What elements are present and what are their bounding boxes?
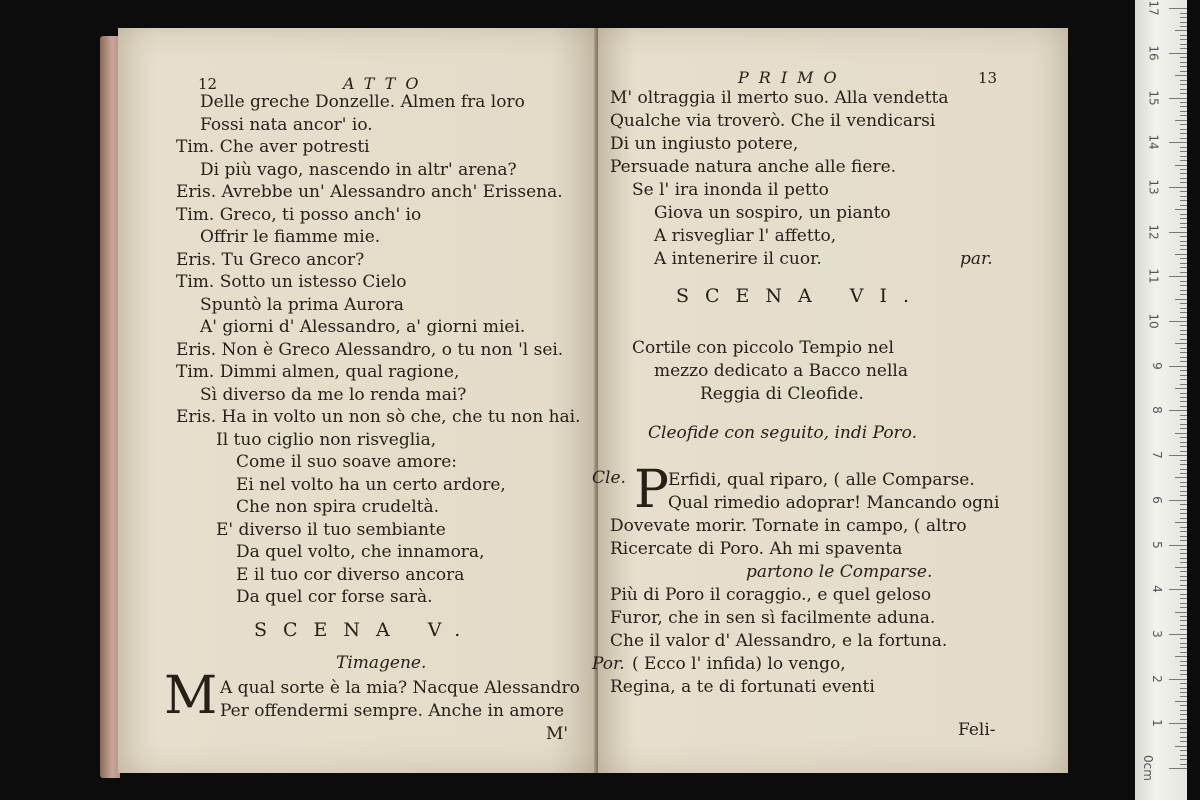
text-line: Eris. Tu Greco ancor?: [176, 250, 365, 270]
ruler-tick: [1169, 500, 1187, 501]
ruler-tick: [1180, 357, 1187, 358]
ruler-tick: [1169, 723, 1187, 724]
ruler-tick: [1175, 433, 1187, 434]
text-line: Qual rimedio adoprar! Mancando ogni: [668, 493, 1000, 513]
ruler-tick: [1180, 48, 1187, 49]
ruler-tick: [1175, 388, 1187, 389]
ruler-tick: [1180, 17, 1187, 18]
ruler-tick: [1175, 75, 1187, 76]
ruler-tick: [1169, 768, 1187, 769]
ruler-tick: [1180, 580, 1187, 581]
scene-heading: SCENA VI.: [676, 285, 926, 307]
ruler-tick: [1180, 607, 1187, 608]
ruler-tick: [1180, 460, 1187, 461]
ruler-label: 7: [1150, 451, 1165, 459]
ruler-tick: [1175, 30, 1187, 31]
ruler-tick: [1180, 540, 1187, 541]
ruler-tick: [1169, 142, 1187, 143]
ruler-tick: [1180, 683, 1187, 684]
ruler-tick: [1180, 348, 1187, 349]
ruler-tick: [1180, 473, 1187, 474]
ruler-tick: [1180, 267, 1187, 268]
ruler-tick: [1180, 205, 1187, 206]
ruler-tick: [1180, 13, 1187, 14]
ruler-tick: [1180, 732, 1187, 733]
ruler-tick: [1180, 160, 1187, 161]
ruler-tick: [1180, 102, 1187, 103]
ruler-tick: [1180, 290, 1187, 291]
text-line: Più di Poro il coraggio., e quel geloso: [610, 585, 932, 605]
catchword: Feli-: [958, 720, 996, 740]
ruler-tick: [1180, 272, 1187, 273]
ruler-tick: [1180, 173, 1187, 174]
ruler-tick: [1180, 214, 1187, 215]
ruler-tick: [1169, 545, 1187, 546]
text-line: Tim. Dimmi almen, qual ragione,: [176, 362, 460, 382]
aria-mark: par.: [960, 249, 993, 269]
text-line: Come il suo soave amore:: [236, 452, 457, 472]
ruler-tick: [1180, 191, 1187, 192]
ruler-tick: [1175, 656, 1187, 657]
left-page: [118, 28, 598, 773]
ruler-tick: [1180, 696, 1187, 697]
ruler-tick: [1180, 661, 1187, 662]
ruler-tick: [1180, 178, 1187, 179]
ruler-label: 6: [1150, 495, 1165, 504]
stage-direction: partono le Comparse.: [746, 562, 933, 582]
ruler-tick: [1180, 504, 1187, 505]
ruler-tick: [1180, 317, 1187, 318]
ruler-tick: [1180, 106, 1187, 107]
ruler-tick: [1169, 366, 1187, 367]
text-line: E' diverso il tuo sembiante: [216, 520, 446, 540]
ruler-tick: [1169, 321, 1187, 322]
ruler-tick: [1180, 147, 1187, 148]
text-line: Giova un sospiro, un pianto: [654, 203, 891, 223]
running-head-right: PRIMO: [738, 68, 847, 87]
ruler-tick: [1169, 455, 1187, 456]
text-line: A qual sorte è la mia? Nacque Alessandro: [220, 678, 580, 698]
text-line: Se l' ira inonda il petto: [632, 180, 829, 200]
ruler-tick: [1180, 665, 1187, 666]
ruler-tick: [1180, 285, 1187, 286]
text-line: Di più vago, nascendo in altr' arena?: [200, 160, 517, 180]
ruler-tick: [1180, 513, 1187, 514]
ruler-tick: [1180, 562, 1187, 563]
ruler-tick: [1175, 746, 1187, 747]
ruler-tick: [1180, 482, 1187, 483]
ruler-tick: [1180, 129, 1187, 130]
ruler-label: 3: [1150, 630, 1165, 638]
ruler-tick: [1180, 44, 1187, 45]
ruler-tick: [1180, 169, 1187, 170]
ruler-tick: [1180, 527, 1187, 528]
ruler-tick: [1180, 464, 1187, 465]
ruler-tick: [1180, 334, 1187, 335]
ruler-tick: [1180, 57, 1187, 58]
ruler-label: 0cm: [1141, 755, 1156, 781]
ruler-tick: [1180, 263, 1187, 264]
ruler-tick: [1180, 93, 1187, 94]
ruler-label: 2: [1150, 674, 1165, 683]
page-number-right: 13: [978, 69, 998, 87]
text-line: Furor, che in sen sì facilmente aduna.: [610, 608, 936, 628]
ruler-tick: [1175, 701, 1187, 702]
text-line: Ricercate di Poro. Ah mi spaventa: [610, 539, 903, 559]
ruler-tick: [1180, 227, 1187, 228]
text-line: Eris. Avrebbe un' Alessandro anch' Erissena.: [176, 182, 563, 202]
ruler-tick: [1180, 643, 1187, 644]
ruler-tick: [1180, 133, 1187, 134]
ruler-tick: [1180, 647, 1187, 648]
ruler-tick: [1180, 393, 1187, 394]
ruler-label: 17: [1146, 0, 1161, 16]
ruler-tick: [1180, 451, 1187, 452]
ruler-label: 12: [1146, 223, 1161, 240]
ruler-tick: [1180, 495, 1187, 496]
ruler-tick: [1169, 187, 1187, 188]
ruler-tick: [1180, 616, 1187, 617]
ruler-tick: [1169, 679, 1187, 680]
ruler-tick: [1175, 612, 1187, 613]
ruler-label: 5: [1150, 540, 1165, 549]
ruler-label: 11: [1146, 268, 1161, 284]
ruler-tick: [1180, 384, 1187, 385]
ruler-tick: [1180, 71, 1187, 72]
text-line: Ei nel volto ha un certo ardore,: [236, 475, 506, 495]
ruler-label: 15: [1146, 89, 1161, 106]
ruler-tick: [1180, 249, 1187, 250]
text-line: A intenerire il cuor.: [654, 249, 822, 269]
ruler-tick: [1180, 719, 1187, 720]
ruler-tick: [1169, 276, 1187, 277]
ruler-tick: [1180, 576, 1187, 577]
text-line: Offrir le fiamme mie.: [200, 227, 381, 247]
ruler-tick: [1180, 705, 1187, 706]
ruler-tick: [1180, 536, 1187, 537]
ruler-tick: [1180, 151, 1187, 152]
ruler-tick: [1180, 670, 1187, 671]
ruler-tick: [1180, 258, 1187, 259]
ruler-tick: [1180, 200, 1187, 201]
text-line: Dovevate morir. Tornate in campo, ( altro: [610, 516, 967, 536]
ruler-tick: [1175, 567, 1187, 568]
ruler-tick: [1180, 89, 1187, 90]
ruler-tick: [1175, 254, 1187, 255]
ruler-tick: [1180, 759, 1187, 760]
text-line: E il tuo cor diverso ancora: [236, 565, 465, 585]
ruler-tick: [1180, 549, 1187, 550]
setting-line: Cortile con piccolo Tempio nel: [632, 338, 894, 358]
text-line: Regina, a te di fortunati eventi: [610, 677, 875, 697]
ruler-tick: [1180, 446, 1187, 447]
ruler-tick: [1180, 375, 1187, 376]
open-book: [100, 28, 1075, 780]
ruler-tick: [1180, 553, 1187, 554]
ruler-tick: [1180, 598, 1187, 599]
text-line: Delle greche Donzelle. Almen fra loro: [200, 92, 525, 112]
characters-line: Cleofide con seguito, indi Poro.: [648, 423, 918, 443]
ruler-label: 8: [1150, 406, 1165, 415]
ruler-tick: [1180, 737, 1187, 738]
ruler-tick: [1180, 652, 1187, 653]
ruler-tick: [1180, 620, 1187, 621]
ruler-tick: [1169, 232, 1187, 233]
text-line: Fossi nata ancor' io.: [200, 115, 373, 135]
ruler-tick: [1180, 370, 1187, 371]
ruler-tick: [1180, 156, 1187, 157]
ruler-tick: [1169, 410, 1187, 411]
ruler-tick: [1180, 339, 1187, 340]
text-line: Di un ingiusto potere,: [610, 134, 799, 154]
ruler-label: 16: [1146, 45, 1161, 61]
ruler-tick: [1180, 406, 1187, 407]
ruler-tick: [1180, 330, 1187, 331]
ruler-tick: [1180, 352, 1187, 353]
ruler-tick: [1180, 115, 1187, 116]
ruler-tick: [1180, 625, 1187, 626]
ruler-tick: [1180, 111, 1187, 112]
ruler-label: 1: [1150, 719, 1165, 728]
ruler-tick: [1180, 531, 1187, 532]
ruler-tick: [1175, 209, 1187, 210]
text-line: Tim. Sotto un istesso Cielo: [176, 272, 407, 292]
text-line: Che non spira crudeltà.: [236, 497, 440, 517]
ruler-tick: [1180, 294, 1187, 295]
ruler-tick: [1180, 35, 1187, 36]
text-line: A risvegliar l' affetto,: [654, 226, 837, 246]
ruler-tick: [1180, 518, 1187, 519]
ruler-tick: [1180, 303, 1187, 304]
ruler-tick: [1180, 308, 1187, 309]
text-line: Eris. Non è Greco Alessandro, o tu non 'l sei.: [176, 340, 564, 360]
text-line: Persuade natura anche alle fiere.: [610, 157, 897, 177]
ruler-tick: [1180, 236, 1187, 237]
ruler-tick: [1180, 361, 1187, 362]
text-line: Il tuo ciglio non risveglia,: [216, 430, 437, 450]
ruler-tick: [1180, 442, 1187, 443]
text-line: M' oltraggia il merto suo. Alla vendetta: [610, 88, 949, 108]
ruler-label: 10: [1146, 313, 1161, 329]
ruler-tick: [1180, 223, 1187, 224]
ruler-tick: [1169, 98, 1187, 99]
ruler-tick: [1180, 62, 1187, 63]
speaker-label: Cle.: [592, 468, 626, 488]
ruler-tick: [1180, 714, 1187, 715]
right-page: [592, 28, 1068, 773]
ruler-tick: [1169, 589, 1187, 590]
catchword: M': [546, 724, 569, 744]
setting-line: mezzo dedicato a Bacco nella: [654, 361, 908, 381]
text-line: Qualche via troverò. Che il vendicarsi: [610, 111, 936, 131]
ruler-tick: [1180, 84, 1187, 85]
text-line: Erfidi, qual riparo, ( alle Comparse.: [668, 470, 975, 490]
ruler-tick: [1180, 594, 1187, 595]
character-name: Timagene.: [336, 653, 427, 673]
ruler-tick: [1180, 39, 1187, 40]
ruler-tick: [1180, 428, 1187, 429]
text-line: Spuntò la prima Aurora: [200, 295, 404, 315]
ruler-tick: [1180, 424, 1187, 425]
speaker-label: Por.: [592, 654, 625, 674]
ruler-label: 9: [1150, 361, 1165, 370]
ruler-tick: [1169, 634, 1187, 635]
ruler-label: 13: [1146, 179, 1161, 195]
ruler-label: 14: [1146, 134, 1161, 150]
running-head-left: ATTO: [343, 74, 429, 93]
ruler-tick: [1180, 66, 1187, 67]
ruler-tick: [1180, 218, 1187, 219]
ruler-tick: [1180, 138, 1187, 139]
ruler-tick: [1180, 692, 1187, 693]
ruler-tick: [1180, 437, 1187, 438]
ruler-tick: [1180, 397, 1187, 398]
drop-cap: M: [164, 666, 218, 726]
ruler-tick: [1180, 196, 1187, 197]
text-line: Tim. Che aver potresti: [176, 137, 370, 157]
setting-line: Reggia di Cleofide.: [700, 384, 864, 404]
ruler-tick: [1175, 120, 1187, 121]
ruler-tick: [1180, 401, 1187, 402]
drop-cap: P: [634, 460, 669, 520]
text-line: Sì diverso da me lo renda mai?: [200, 385, 467, 405]
text-line: Tim. Greco, ti posso anch' io: [176, 205, 422, 225]
page-number-left: 12: [198, 75, 218, 93]
ruler-tick: [1180, 509, 1187, 510]
ruler-tick: [1180, 764, 1187, 765]
ruler-tick: [1180, 491, 1187, 492]
ruler-tick: [1180, 124, 1187, 125]
ruler-tick: [1180, 571, 1187, 572]
ruler-tick: [1180, 728, 1187, 729]
text-line: Da quel cor forse sarà.: [236, 587, 433, 607]
ruler-label: 4: [1150, 585, 1165, 594]
ruler-tick: [1175, 522, 1187, 523]
text-line: Da quel volto, che innamora,: [236, 542, 485, 562]
ruler-tick: [1175, 299, 1187, 300]
ruler-tick: [1180, 629, 1187, 630]
ruler-tick: [1180, 415, 1187, 416]
ruler-tick: [1180, 469, 1187, 470]
ruler-tick: [1180, 638, 1187, 639]
ruler-tick: [1175, 165, 1187, 166]
ruler-tick: [1180, 741, 1187, 742]
ruler-tick: [1180, 245, 1187, 246]
ruler-tick: [1180, 325, 1187, 326]
ruler-tick: [1180, 486, 1187, 487]
ruler-tick: [1180, 750, 1187, 751]
ruler-tick: [1180, 585, 1187, 586]
ruler-tick: [1180, 379, 1187, 380]
text-line: ( Ecco l' infida) lo vengo,: [632, 654, 846, 674]
ruler-tick: [1180, 419, 1187, 420]
text-line: Eris. Ha in volto un non sò che, che tu non hai.: [176, 407, 581, 427]
ruler-tick: [1180, 603, 1187, 604]
ruler-tick: [1180, 281, 1187, 282]
ruler-tick: [1180, 241, 1187, 242]
ruler-tick: [1169, 8, 1187, 9]
text-line: Che il valor d' Alessandro, e la fortuna.: [610, 631, 948, 651]
ruler-tick: [1180, 26, 1187, 27]
ruler-tick: [1180, 182, 1187, 183]
ruler-tick: [1180, 312, 1187, 313]
ruler-tick: [1175, 477, 1187, 478]
ruler-tick: [1180, 674, 1187, 675]
book-cover-edge: [100, 36, 120, 778]
scene-heading: SCENA V.: [254, 619, 477, 641]
ruler-tick: [1175, 343, 1187, 344]
ruler-tick: [1180, 558, 1187, 559]
ruler-tick: [1180, 688, 1187, 689]
measuring-ruler: [1135, 0, 1187, 800]
text-line: A' giorni d' Alessandro, a' giorni miei.: [200, 317, 526, 337]
text-line: Per offendermi sempre. Anche in amore: [220, 701, 565, 721]
ruler-tick: [1180, 22, 1187, 23]
ruler-tick: [1180, 755, 1187, 756]
ruler-tick: [1180, 710, 1187, 711]
ruler-tick: [1169, 53, 1187, 54]
ruler-tick: [1180, 80, 1187, 81]
